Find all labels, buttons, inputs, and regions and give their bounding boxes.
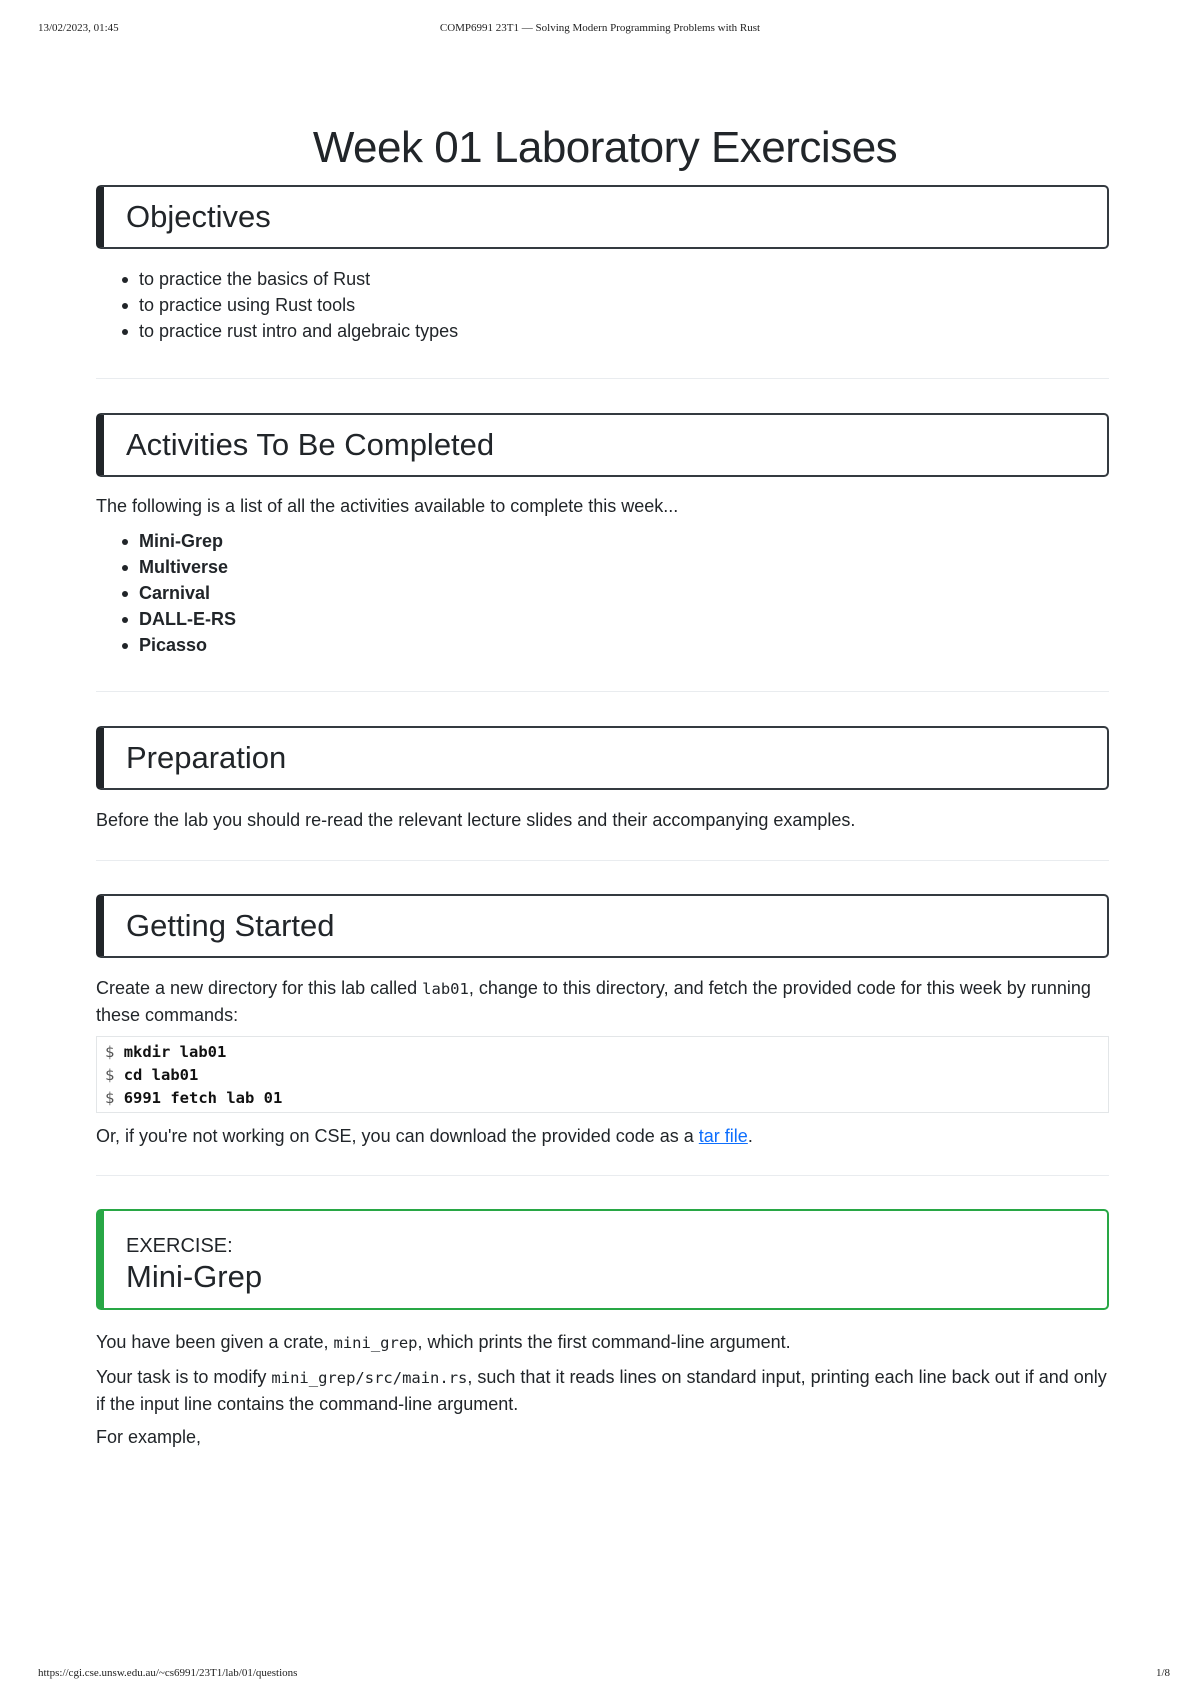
alternative-download-text: Or, if you're not working on CSE, you can download the provided code as a tar file.: [96, 1126, 753, 1146]
section-divider: [96, 378, 1109, 379]
objective-item: to practice using Rust tools: [108, 292, 458, 318]
getting-started-heading: Getting Started: [126, 908, 335, 943]
activity-item: Multiverse: [108, 554, 236, 580]
command-line: [105, 1064, 1100, 1087]
exercise-section-header: [96, 1209, 1109, 1310]
exercise-heading: Mini-Grep: [126, 1259, 263, 1294]
objectives-section-header: [96, 185, 1109, 249]
tar-file-link[interactable]: tar file: [698, 1126, 748, 1146]
command-line: [105, 1087, 1100, 1110]
inline-code: mini_grep/src/main.rs: [271, 1369, 468, 1387]
activities-list: [108, 528, 236, 658]
inline-code: mini_grep: [333, 1334, 418, 1352]
activity-item: Picasso: [108, 632, 236, 658]
objectives-list: [108, 266, 458, 344]
exercise-paragraph-3: For example,: [96, 1427, 202, 1447]
shell-prompt: $: [105, 1089, 115, 1107]
print-url: https://cgi.cse.unsw.edu.au/~cs6991/23T1/lab/01/questions: [38, 1667, 298, 1679]
activity-item: Mini-Grep: [108, 528, 236, 554]
page-title: Week 01 Laboratory Exercises: [312, 123, 898, 172]
preparation-text: Before the lab you should re-read the relevant lecture slides and their accompanying examples.: [96, 810, 856, 830]
command-text: mkdir lab01: [123, 1043, 227, 1061]
activities-section-header: [96, 413, 1109, 477]
command-line: [105, 1041, 1100, 1064]
objective-item: to practice rust intro and algebraic types: [108, 318, 458, 344]
print-datetime: 13/02/2023, 01:45: [38, 22, 119, 34]
print-page-number: 1/8: [1155, 1667, 1170, 1679]
getting-started-text: Create a new directory for this lab called lab01, change to this directory, and fetch the provided code for this week by running these commands:: [96, 978, 1091, 1025]
preparation-heading: Preparation: [126, 740, 287, 775]
getting-started-section-header: [96, 894, 1109, 958]
shell-prompt: $: [105, 1066, 115, 1084]
objective-item: to practice the basics of Rust: [108, 266, 458, 292]
command-text: 6991 fetch lab 01: [123, 1089, 283, 1107]
print-title: COMP6991 23T1 — Solving Modern Programming Problems with Rust: [439, 22, 761, 34]
exercise-paragraph-2: Your task is to modify mini_grep/src/main.rs, such that it reads lines on standard input, printing each line back out if and only if the input line contains the command-line argument.: [96, 1367, 1107, 1414]
exercise-paragraph-1: You have been given a crate, mini_grep, which prints the first command-line argument.: [96, 1332, 791, 1352]
activity-item: DALL-E-RS: [108, 606, 236, 632]
activity-item: Carnival: [108, 580, 236, 606]
preparation-section-header: [96, 726, 1109, 790]
command-text: cd lab01: [123, 1066, 199, 1084]
activities-heading: Activities To Be Completed: [126, 427, 495, 462]
inline-code: lab01: [422, 980, 469, 998]
shell-prompt: $: [105, 1043, 115, 1061]
section-divider: [96, 1175, 1109, 1176]
section-divider: [96, 860, 1109, 861]
exercise-kicker: EXERCISE:: [126, 1235, 233, 1257]
objectives-heading: Objectives: [126, 199, 271, 234]
command-code-block: [96, 1036, 1109, 1113]
activities-intro: The following is a list of all the activities available to complete this week...: [96, 496, 679, 516]
section-divider: [96, 691, 1109, 692]
